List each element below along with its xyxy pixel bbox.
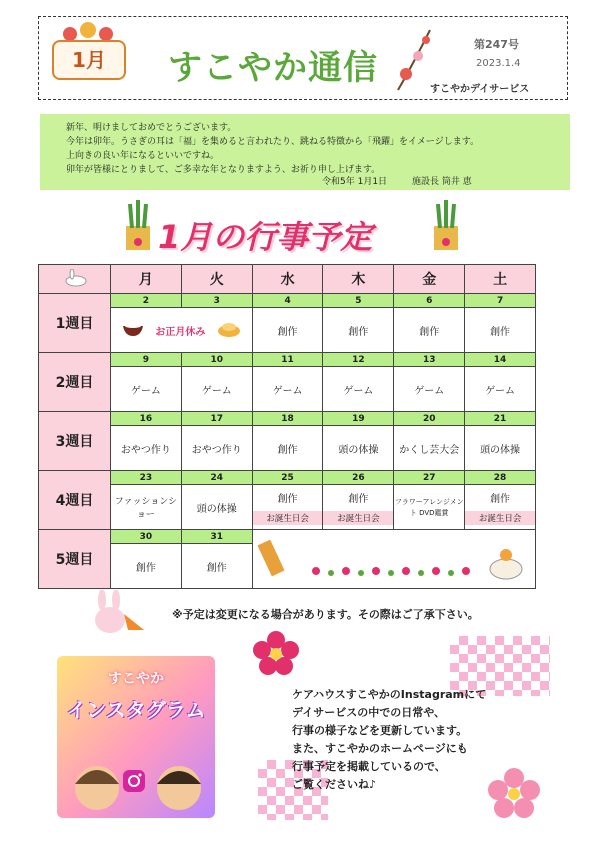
events-calendar (38, 264, 536, 589)
event-cell: かくし芸大会 (394, 426, 465, 471)
event-text: 創作 (348, 493, 369, 505)
event-cell: ゲーム (181, 367, 252, 412)
date-cell: 11 (252, 353, 323, 367)
instagram-message-line: ケアハウスすこやかのInstagramにて (292, 688, 487, 701)
greeting-line: 卯年が皆様にとりまして、ご多幸な年となりますよう、お祈り申し上げます。 (66, 165, 381, 175)
greeting-line: 新年、明けましておめでとうございます。 (66, 123, 237, 133)
issue-number: 第247号 (474, 38, 519, 51)
date-cell: 26 (323, 471, 394, 485)
event-cell: 創作 (465, 308, 536, 353)
kadomatsu-icon (120, 200, 156, 258)
date-cell: 16 (111, 412, 182, 426)
event-cell: おやつ作り (111, 426, 182, 471)
decoration-strip (252, 530, 535, 589)
event-cell: ゲーム (323, 367, 394, 412)
date-cell: 24 (181, 471, 252, 485)
date-cell: 6 (394, 294, 465, 308)
instagram-message-line: デイサービスの中での日常や、 (292, 706, 446, 719)
week-label: 1週目 (39, 294, 111, 353)
date-cell: 20 (394, 412, 465, 426)
day-header: 火 (181, 265, 252, 294)
plum-flower-icon (488, 768, 540, 824)
date-cell: 10 (181, 353, 252, 367)
event-text: フラワーアレンジメント DVD鑑賞 (394, 498, 464, 517)
event-text: ファッションショー (114, 497, 178, 520)
plum-flower-icon (252, 630, 300, 682)
events-title: 1月の行事予定 (158, 218, 373, 256)
issue-date: 2023.1.4 (476, 58, 521, 69)
schedule-note: ※予定は変更になる場合があります。その際はご了承下さい。 (172, 608, 479, 621)
date-cell: 12 (323, 353, 394, 367)
event-cell (394, 485, 465, 530)
event-cell: 創作 (323, 308, 394, 353)
date-cell: 17 (181, 412, 252, 426)
event-cell (465, 485, 536, 530)
event-cell: 創作 (111, 544, 182, 589)
birthday-party-label: お誕生日会 (323, 511, 393, 525)
event-cell: ゲーム (111, 367, 182, 412)
day-header: 水 (252, 265, 323, 294)
instagram-banner (57, 656, 215, 818)
week-label: 3週目 (39, 412, 111, 471)
instagram-brand: すこやか (108, 671, 164, 687)
event-cell (252, 485, 323, 530)
rabbit-carrot-icon (88, 590, 148, 642)
event-cell: 頭の体操 (465, 426, 536, 471)
week-label: 2週目 (39, 353, 111, 412)
people-illustration-icon (67, 748, 207, 818)
day-header: 金 (394, 265, 465, 294)
signature-name: 施設長 筒井 恵 (412, 177, 472, 187)
event-cell: ゲーム (465, 367, 536, 412)
signature-date: 令和5年 1月1日 (322, 177, 388, 187)
date-cell: 7 (465, 294, 536, 308)
event-cell: 頭の体操 (323, 426, 394, 471)
event-text: お正月休み (155, 326, 206, 338)
date-cell: 27 (394, 471, 465, 485)
week-label: 5週目 (39, 530, 111, 589)
day-header: 月 (111, 265, 182, 294)
event-cell: 創作 (181, 544, 252, 589)
event-text: 創作 (490, 493, 511, 505)
week-label: 4週目 (39, 471, 111, 530)
day-header: 土 (465, 265, 536, 294)
event-cell: ゲーム (252, 367, 323, 412)
date-cell: 30 (111, 530, 182, 544)
date-cell: 2 (111, 294, 182, 308)
instagram-message-line: ご覧くださいね♪ (292, 778, 377, 791)
date-cell: 9 (111, 353, 182, 367)
new-year-decoration-icon (256, 531, 532, 585)
instagram-message-line: 行事の様子などを更新しています。 (292, 724, 468, 737)
event-cell: 創作 (252, 426, 323, 471)
date-cell: 13 (394, 353, 465, 367)
birthday-party-label: お誕生日会 (465, 511, 535, 525)
event-cell: 頭の体操 (181, 485, 252, 530)
date-cell: 3 (181, 294, 252, 308)
rabbit-icon (39, 265, 111, 294)
instagram-word: インスタグラム (66, 698, 206, 722)
event-cell (323, 485, 394, 530)
event-text: 創作 (277, 493, 298, 505)
new-year-decoration-icon (60, 20, 116, 42)
mochi-icon (217, 321, 241, 340)
greeting-line: 上向きの良い年になるといいですね。 (66, 151, 220, 161)
event-cell: 創作 (394, 308, 465, 353)
date-cell: 21 (465, 412, 536, 426)
event-cell (111, 485, 182, 530)
date-cell: 4 (252, 294, 323, 308)
date-cell: 23 (111, 471, 182, 485)
date-cell: 28 (465, 471, 536, 485)
newsletter-title: すこやか通信 (168, 48, 378, 88)
instagram-message-line: また、すこやかのホームページにも (292, 742, 468, 755)
month-badge: 1月 (52, 40, 126, 80)
day-header: 木 (323, 265, 394, 294)
birthday-party-label: お誕生日会 (253, 511, 323, 525)
issuer-name: すこやかデイサービス (430, 84, 530, 95)
kadomatsu-icon (428, 200, 464, 258)
event-cell (111, 308, 253, 353)
event-cell: 創作 (252, 308, 323, 353)
event-cell: ゲーム (394, 367, 465, 412)
instagram-message-line: 行事予定を掲載しているので、 (292, 760, 446, 773)
date-cell: 14 (465, 353, 536, 367)
greeting-line: 今年は卯年。うさぎの耳は「福」を集めると言われたり、跳ねる特徴から「飛躍」をイメージします。 (66, 137, 480, 147)
date-cell: 18 (252, 412, 323, 426)
date-cell: 31 (181, 530, 252, 544)
zoni-bowl-icon (122, 321, 144, 340)
date-cell: 5 (323, 294, 394, 308)
event-cell: おやつ作り (181, 426, 252, 471)
date-cell: 19 (323, 412, 394, 426)
date-cell: 25 (252, 471, 323, 485)
